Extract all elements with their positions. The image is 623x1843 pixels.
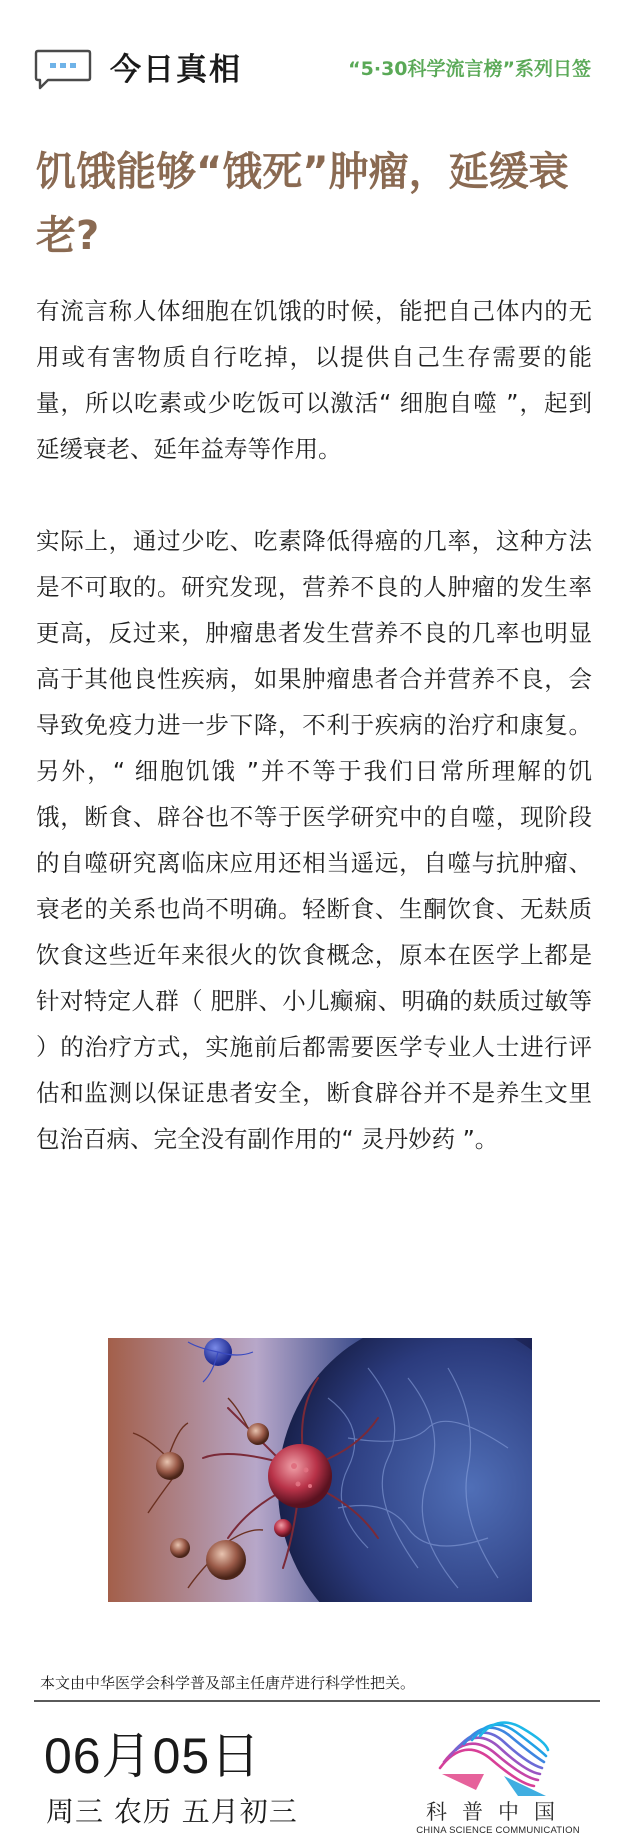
date-label: 06月05日: [44, 1728, 262, 1784]
header: [0, 0, 623, 140]
kepu-china-logo: [410, 1716, 586, 1840]
review-note: 本文由中华医学会科学普及部主任唐芹进行科学性把关。: [40, 1674, 416, 1692]
footer-divider: [34, 1700, 600, 1702]
logo-chinese-text: 科普中国: [426, 1800, 570, 1824]
series-label: “5·30科学流言榜”系列日签: [348, 58, 591, 80]
paragraph-fact: 实际上，通过少吃、吃素降低得癌的几率，这种方法是不可取的。研究发现，营养不良的人肿瘤的发生率更高，反过来，肿瘤患者发生营养不良的几率也明显高于其他良性疾病，如果肿瘤患者合并营养不良，会导致免疫力进一步下降，不利于疾病的治疗和康复。另外，“ 细胞饥饿 ”并不等于我们日常所理解的饥饿，断食、辟谷也不等于医学研究中的自噬，现阶段的自噬研究离临床应用还相当遥远，自噬与抗肿瘤、衰老的关系也尚不明确。轻断食、生酮饮食、无麸质饮食这些近年来很火的饮食概念，原本在医学上都是针对特定人群（ 肥胖、小儿癫痫、明确的麸质过敏等 ）的治疗方式，实施前后都需要医学专业人士进行评估和监测以保证患者安全，断食辟谷并不是养生文里包治百病、完全没有副作用的“ 灵丹妙药 ”。: [36, 527, 592, 1153]
brand-title: 今日真相: [110, 52, 242, 88]
article-body: [36, 288, 592, 1162]
paragraph-rumor: 有流言称人体细胞在饥饿的时候，能把自己体内的无用或有害物质自行吃掉，以提供自己生存需要的能量，所以吃素或少吃饭可以激活“ 细胞自噬 ”，起到延缓衰老、延年益寿等作用。: [36, 297, 592, 463]
logo-english-text: CHINA SCIENCE COMMUNICATION: [416, 1825, 580, 1836]
weekday-lunar-label: 周三 农历 五月初三: [46, 1795, 298, 1828]
article-title: 饥饿能够“饿死”肿瘤，延缓衰老?: [36, 149, 569, 259]
logo-wave-icon: [434, 1716, 554, 1800]
tumor-cell-illustration: [108, 1338, 532, 1602]
chat-bubble-icon: [34, 48, 92, 90]
